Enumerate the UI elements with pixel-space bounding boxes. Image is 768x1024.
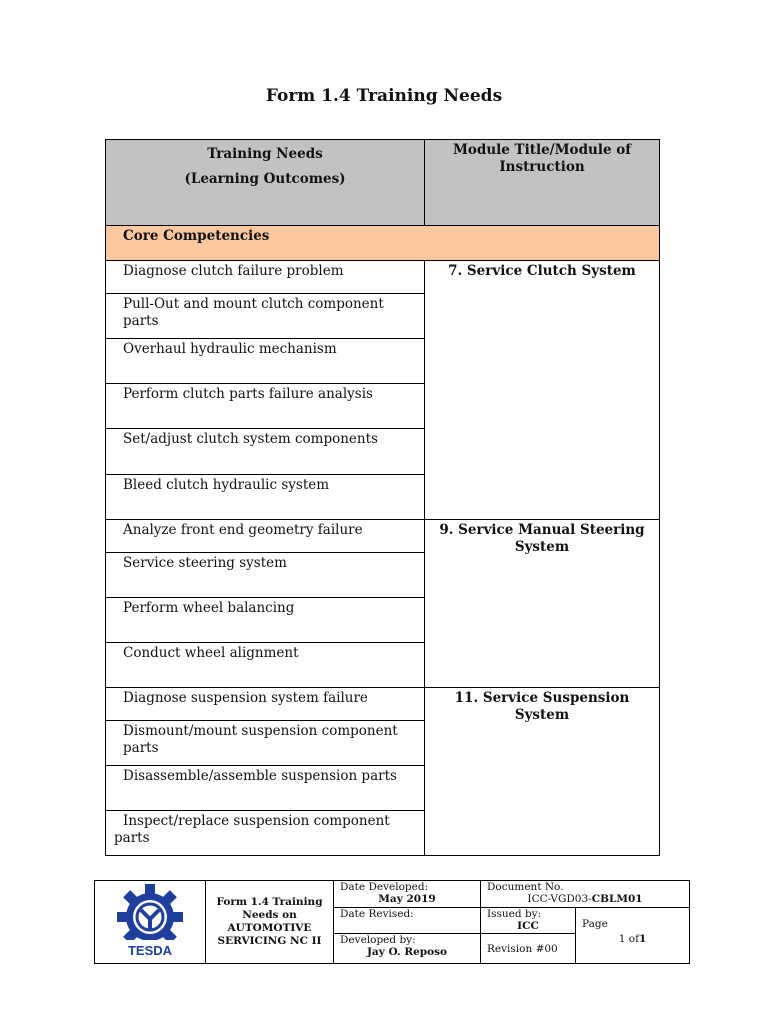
module-cell: 9. Service Manual Steering System [425, 520, 660, 688]
date-developed-cell: Date Developed: May 2019 [334, 881, 481, 908]
outcome-cell: Overhaul hydraulic mechanism [106, 339, 425, 384]
outcome-cell: Set/adjust clutch system components [106, 429, 425, 475]
outcome-cell: Dismount/mount suspension component parts [106, 721, 425, 766]
outcome-cell: Perform clutch parts failure analysis [106, 384, 425, 429]
table-row [106, 520, 660, 553]
date-revised-cell: Date Revised: [334, 908, 481, 934]
developed-by-cell: Developed by: Jay O. Reposo [334, 934, 481, 964]
outcome-cell: Disassemble/assemble suspension parts [106, 766, 425, 811]
header-module-title: Module Title/Module of Instruction [425, 140, 660, 226]
section-label: Core Competencies [106, 226, 660, 261]
page-title: Form 1.4 Training Needs [265, 86, 503, 106]
outcome-cell: Service steering system [106, 553, 425, 598]
module-cell: 7. Service Clutch System [425, 261, 660, 520]
section-row [106, 226, 660, 261]
outcome-cell: Pull-Out and mount clutch component parts [106, 294, 425, 339]
outcome-cell: Analyze front end geometry failure [106, 520, 425, 553]
module-cell: 11. Service Suspension System [425, 688, 660, 856]
outcome-cell: Diagnose clutch failure problem [106, 261, 425, 294]
table-header-row [106, 140, 660, 226]
document-footer [94, 880, 690, 964]
outcome-cell: Bleed clutch hydraulic system [106, 475, 425, 520]
training-needs-table [105, 139, 660, 856]
svg-text:TESDA: TESDA [127, 942, 173, 958]
logo-cell [95, 881, 206, 964]
tesda-gear-logo-icon [111, 882, 189, 960]
outcome-cell: Conduct wheel alignment [106, 643, 425, 688]
outcome-cell: Inspect/replace suspension component parts [106, 811, 425, 856]
header-training-needs: Training Needs (Learning Outcomes) [106, 140, 425, 226]
table-row [106, 688, 660, 721]
issued-by-cell: Issued by: ICC [481, 908, 576, 934]
document-no-cell: Document No. ICC-VGD03-CBLM01 [481, 881, 690, 908]
page-cell: Page 1 of1 [576, 908, 690, 964]
footer-form-title: Form 1.4 Training Needs on AUTOMOTIVE SERVICING NC II [206, 881, 334, 964]
revision-cell: Revision #00 [481, 934, 576, 964]
outcome-cell: Perform wheel balancing [106, 598, 425, 643]
table-row [106, 261, 660, 294]
outcome-cell: Diagnose suspension system failure [106, 688, 425, 721]
